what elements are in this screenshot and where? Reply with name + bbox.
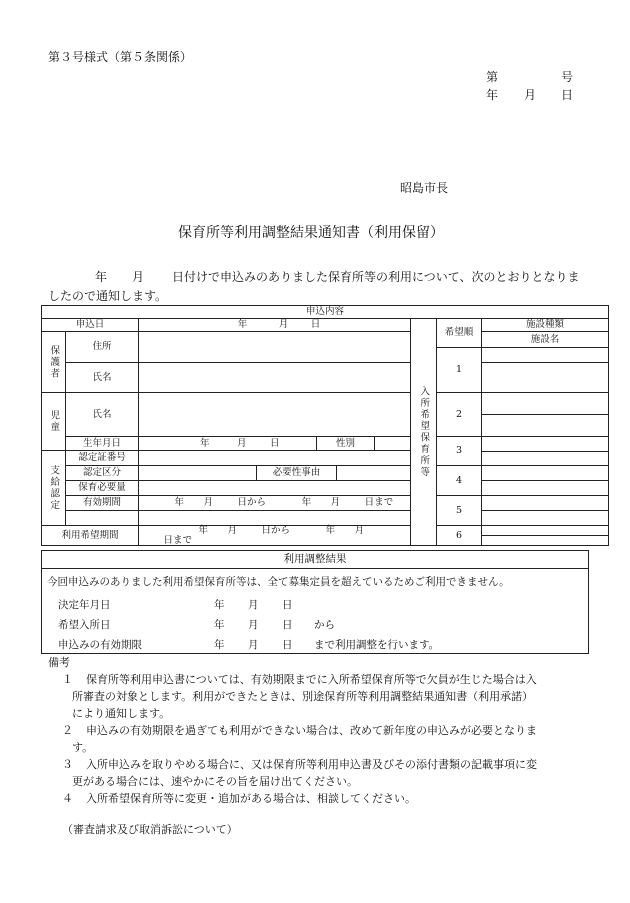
- birth-month: 月: [236, 437, 247, 449]
- child-name-value[interactable]: [139, 393, 411, 437]
- note-1-line3: により通知します。: [72, 707, 171, 720]
- address-label: 住所: [66, 332, 139, 363]
- address-value[interactable]: [139, 332, 411, 363]
- name-header: 施設名: [482, 332, 609, 348]
- birth-year: 年: [199, 437, 210, 449]
- pref-6: 6: [437, 526, 482, 546]
- doc-no-prefix: 第: [486, 70, 499, 84]
- pref-5-fields[interactable]: [482, 496, 609, 526]
- valid-end-year: 年: [301, 497, 312, 509]
- doc-no-suffix: 号: [561, 70, 574, 84]
- valid-bottom-spacer: [66, 511, 139, 526]
- birth-label: 生年月日: [66, 437, 139, 451]
- note-2-line2: す。: [72, 741, 94, 754]
- period-value[interactable]: [139, 526, 411, 546]
- apply-date-label: 申込日: [42, 319, 139, 332]
- necessity-value[interactable]: [139, 481, 411, 496]
- note-1-line2: 所審査の対象とします。利用ができたときは、別途保育所等利用調整結果通知書（利用承諾）: [72, 690, 534, 703]
- decision-month: 月: [248, 599, 259, 611]
- period-start-month: 月: [227, 525, 238, 536]
- decision-day: 日: [282, 599, 293, 611]
- valid-end-month: 月: [330, 497, 341, 509]
- intro-line1: 日付けで申込みのありました保育所等の利用について、次のとおりとなりま: [172, 270, 580, 284]
- guardian-name-value[interactable]: [139, 363, 411, 393]
- note-1-number: １: [62, 673, 73, 686]
- expiry-year: 年: [214, 639, 225, 651]
- child-group-text: 児童: [48, 410, 60, 433]
- period-end-month: 月: [354, 525, 365, 536]
- note-2-line1: 申込みの有効期限を過ぎても利用ができない場合は、改めて新年度の申込みが必要となりま: [86, 724, 537, 737]
- pref-5: 5: [437, 496, 482, 526]
- pref-4-fields[interactable]: [482, 466, 609, 496]
- apply-date-year: 年: [237, 319, 248, 331]
- entry-day: 日: [282, 619, 293, 631]
- pref-1: 1: [437, 348, 482, 393]
- result-box: [41, 550, 589, 654]
- apply-date-value: [139, 319, 411, 332]
- issue-year: 年: [486, 88, 499, 102]
- valid-start-year: 年: [174, 497, 184, 509]
- guardian-name-label: 氏名: [66, 363, 139, 393]
- guardian-group-label: [42, 332, 66, 393]
- pref-1-name[interactable]: [482, 363, 609, 393]
- entry-date-label: 希望入所日: [58, 619, 111, 631]
- result-title: 利用調整結果: [42, 551, 588, 569]
- facility-group-label: [411, 319, 437, 546]
- pref-3: 3: [437, 437, 482, 466]
- decision-date-label: 決定年月日: [58, 599, 111, 611]
- apply-date-day: 日: [310, 319, 321, 331]
- intro-line2: したので通知します。: [48, 289, 168, 303]
- period-end-year: 年: [325, 525, 336, 536]
- cert-cat-value[interactable]: [139, 466, 257, 481]
- pref-3-fields[interactable]: [482, 437, 609, 466]
- valid-start-month: 月: [203, 497, 214, 509]
- note-3-number: ３: [62, 758, 73, 771]
- entry-year: 年: [214, 619, 225, 631]
- necessity-reason-label: 必要性事由: [257, 466, 337, 481]
- apply-date-month: 月: [278, 319, 289, 331]
- appeal-note: （審査請求及び取消訴訟について）: [62, 823, 238, 836]
- child-name-label: 氏名: [66, 393, 139, 437]
- pref-2: 2: [437, 393, 482, 437]
- entry-tail: から: [314, 619, 335, 631]
- birth-value[interactable]: [139, 437, 317, 451]
- valid-start-from: 日から: [237, 497, 267, 509]
- note-3-line2: 更がある場合には、速やかにその旨を届け出てください。: [72, 775, 358, 788]
- expiry-month: 月: [248, 639, 259, 651]
- pref-2-fields[interactable]: [482, 393, 609, 437]
- cert-no-label: 認定証番号: [66, 451, 139, 466]
- support-group-label: [42, 451, 66, 526]
- issue-month: 月: [524, 88, 537, 102]
- period-start-from: 日から: [261, 525, 291, 536]
- pref-1-type[interactable]: [482, 348, 609, 363]
- note-1-line1: 保育所等利用申込書については、有効期限までに入所希望保育所等で欠員が生じた場合は入: [86, 673, 537, 686]
- valid-label: 有効期間: [66, 496, 139, 511]
- cert-no-value[interactable]: [139, 451, 411, 466]
- valid-end-until: 日まで: [364, 497, 394, 509]
- intro-month: 月: [132, 270, 145, 284]
- notes-heading: 備考: [48, 656, 70, 669]
- child-group-label: [42, 393, 66, 451]
- expiry-tail: まで利用調整を行います。: [314, 639, 440, 651]
- note-4-number: ４: [62, 792, 73, 805]
- note-3-line1: 入所申込みを取りやめる場合に、又は保育所等利用申込書及びその添付書類の記載事項に変: [86, 758, 537, 771]
- period-label: 利用希望期間: [42, 526, 139, 546]
- intro-year: 年: [95, 270, 108, 284]
- pref-4: 4: [437, 466, 482, 496]
- result-message: 今回申込みのありました利用希望保育所等は、全て募集定員を超えているためご利用できません。: [47, 576, 510, 588]
- valid-bottom-value[interactable]: [139, 511, 411, 526]
- note-4-line1: 入所希望保育所等に変更・追加がある場合は、相談してください。: [86, 792, 416, 805]
- birth-day: 日: [270, 437, 280, 449]
- application-table: [41, 305, 609, 546]
- decision-year: 年: [214, 599, 225, 611]
- pref-header: 希望順: [437, 319, 482, 348]
- issuer: 昭島市長: [400, 181, 449, 195]
- necessity-label: 保育必要量: [66, 481, 139, 496]
- issue-day: 日: [561, 88, 574, 102]
- expiry-day: 日: [282, 639, 293, 651]
- application-table-title: 申込内容: [42, 306, 609, 319]
- guardian-group-text: 保護者: [48, 344, 60, 380]
- sex-value[interactable]: [375, 437, 411, 451]
- page-title: 保育所等利用調整結果通知書（利用保留）: [178, 225, 444, 241]
- expiry-label: 申込みの有効期限: [58, 639, 142, 651]
- sex-label: 性別: [317, 437, 375, 451]
- entry-month: 月: [248, 619, 259, 631]
- valid-period-value[interactable]: [139, 496, 411, 511]
- period-start-year: 年: [198, 525, 208, 536]
- note-2-number: ２: [62, 724, 73, 737]
- cert-cat-label: 認定区分: [66, 466, 139, 481]
- facility-group-text: 入所希望保育所等: [418, 386, 430, 478]
- necessity-reason-value[interactable]: [337, 466, 411, 481]
- type-header: 施設種類: [482, 319, 609, 332]
- pref-6-fields[interactable]: [482, 526, 609, 546]
- form-number: 第３号様式（第５条関係）: [48, 50, 193, 64]
- support-group-text: 支給認定: [48, 465, 60, 511]
- period-end-until: 日まで: [163, 534, 192, 546]
